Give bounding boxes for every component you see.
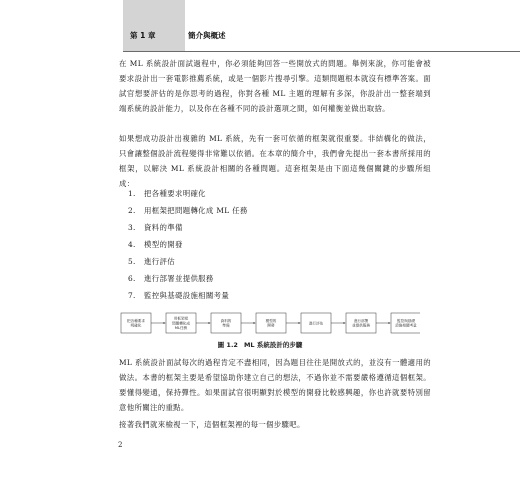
flow-box-label: 把各種要求 <box>127 319 145 323</box>
list-item: 7. 監控與基礎設施相關考量 <box>128 291 230 300</box>
figure-caption <box>0 340 520 349</box>
flow-box-label: 監控與基礎 <box>397 319 415 323</box>
flow-box-label: 進行部署 <box>353 319 369 323</box>
flow-box-label: 進行評估 <box>308 321 324 326</box>
intro-paragraph: 在 ML 系統設計面試過程中，你必須能夠回答一些開放式的問題。舉例來說，你可能會被要求設計出一套電影推薦系統，或是一個影片搜尋引擎。這類問題根本就沒有標準答案。面試官想要評估的是你思考的過程，你對各種 ML 主題的理解有多深，你設計出一整套端到端系統的設計能力，以及你在各種不同的設計選項之間，如何權衡並做出取捨。 <box>119 59 431 113</box>
flow-box-label: 模型的 <box>265 319 277 323</box>
list-item: 4. 模型的開發 <box>128 240 183 249</box>
flexibility-paragraph: ML 系統設計面試每次的過程肯定不盡相同，因為題目往往是開放式的，並沒有一體適用的做法。本書的框架主要是希望協助你建立自己的想法，不過你並不需要嚴格遵循這個框架。要懂得變通，保持彈性。如果面試官很明顯對於模型的開發比較感興趣，你也許就要特別留意他所關注的重點。 <box>119 358 431 412</box>
figure-number: 圖 1.2 <box>217 341 238 349</box>
framework-paragraph: 如果想成功設計出複雜的 ML 系統，先有一套可依循的框架就很重要。非結構化的做法，只會讓整個設計流程變得非常難以依循。在本章的簡介中，我們會先提出一套本書所採用的框架，以解決 ML 系統設計相關的各種問題。這套框架是由下面這幾個關鍵的步驟所組成： <box>119 134 431 188</box>
flow-box-label: ML任務 <box>174 325 188 330</box>
list-item: 2. 用框架把問題轉化成 ML 任務 <box>128 206 248 215</box>
flow-box-label: 問題轉化成 <box>172 321 190 326</box>
flow-box-label: 開發 <box>267 323 275 328</box>
flow-box-label: 明確化 <box>130 323 142 328</box>
chapter-title: 簡介與概述 <box>188 31 226 40</box>
page-number: 2 <box>118 441 123 449</box>
header-rule <box>123 51 520 52</box>
flow-box-label: 資料的 <box>220 319 232 323</box>
chapter-tab <box>123 0 185 52</box>
figure-caption-text: ML 系統設計的步驟 <box>243 341 303 349</box>
list-item: 6. 進行部署並提供服務 <box>128 274 214 283</box>
list-item: 5. 進行評估 <box>128 257 175 266</box>
list-item: 1. 把各種要求明確化 <box>128 189 206 198</box>
closing-paragraph: 接著我們就來檢視一下，這個框架裡的每一個步驟吧。 <box>119 420 305 429</box>
flow-box-label: 用框架把 <box>173 316 189 321</box>
ml-design-flow-diagram <box>120 311 420 335</box>
flow-box-label: 設施相關考量 <box>395 323 417 328</box>
list-item: 3. 資料的準備 <box>128 223 183 232</box>
chapter-label: 第 1 章 <box>130 31 156 40</box>
flow-box-label: 並提供服務 <box>352 323 370 328</box>
flow-box-label: 準備 <box>222 323 230 328</box>
